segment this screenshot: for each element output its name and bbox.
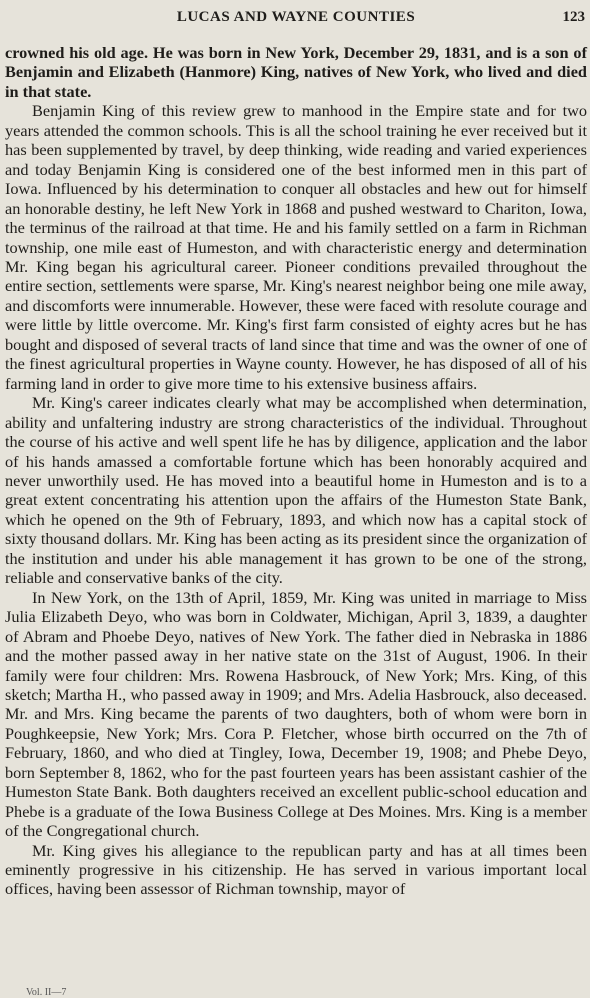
paragraph-1: crowned his old age. He was born in New York, December 29, 1831, and is a son of Benjamin and Elizabeth (Hanmore) King, natives of New York, who lived and died in that state. [5,43,587,101]
paragraph-2: Benjamin King of this review grew to manhood in the Empire state and for two years attended the common schools. This is all the school training he ever received but it has been supplemented by travel, by deep thinking, wide reading and varied experiences and today Benjamin King is considered one of the best informed men in this part of Iowa. Influenced by his determination to conquer all obstacles and hew out for himself an honorable destiny, he left New York in 1868 and pushed westward to Chariton, Iowa, the terminus of the railroad at that time. He and his family settled on a farm in Richman township, one mile east of Humeston, and with characteristic energy and determination Mr. King began his agricultural career. Pioneer conditions prevailed throughout the entire section, settlements were sparse, Mr. King's nearest neighbor being one mile away, and discomforts were innumerable. However, these were faced with resolute courage and were little by little overcome. Mr. King's first farm consisted of eighty acres but he has bought and disposed of several tracts of land since that time and was the owner of one of the finest agricultural properties in Wayne county. However, he has disposed of all of his farming land in order to give more time to his extensive business affairs. [5,101,587,393]
paragraph-4: In New York, on the 13th of April, 1859, Mr. King was united in marriage to Miss Julia Elizabeth Deyo, who was born in Coldwater, Michigan, April 3, 1839, a daughter of Abram and Phoebe Deyo, natives of New York. The father died in Nebraska in 1886 and the mother passed away in her native state on the 31st of August, 1906. In their family were four children: Mrs. Rowena Hasbrouck, of New York; Mrs. King, of this sketch; Martha H., who passed away in 1909; and Mrs. Adelia Hasbrouck, also deceased. Mr. and Mrs. King became the parents of two daughters, both of whom were born in Poughkeepsie, New York; Mrs. Cora P. Fletcher, whose birth occurred on the 7th of February, 1860, and who died at Tingley, Iowa, December 19, 1908; and Phebe Deyo, born September 8, 1862, who for the past fourteen years has been assistant cashier of the Humeston State Bank. Both daughters received an excellent public-school education and Phebe is a graduate of the Iowa Business College at Des Moines. Mrs. King is a member of the Congregational church. [5,587,587,841]
paragraph-3: Mr. King's career indicates clearly what may be accomplished when determination, ability and unfaltering industry are strong characteristics of the individual. Throughout the course of his active and well spent life he has by diligence, application and the labor of his hands amassed a comfortable fortune which has been honorably acquired and never unworthily used. He has moved into a beautiful home in Humeston and is to a great extent concentrating his attention upon the affairs of the Humeston State Bank, which he opened on the 9th of February, 1893, and which now has a capital stock of sixty thousand dollars. Mr. King has been acting as its president since the organization of the institution and under his able management it has grown to be one of the strong, reliable and conservative banks of the city. [5,393,587,588]
page-number: 123 [562,9,585,25]
running-header [5,6,587,26]
signature-mark: Vol. II—7 [26,987,67,998]
body-text [5,43,587,899]
paragraph-5: Mr. King gives his allegiance to the republican party and has at all times been eminently progressive in his citizenship. He has served in various important local offices, having been assessor of Richman township, mayor of [5,840,587,899]
header-title: LUCAS AND WAYNE COUNTIES [176,9,416,25]
